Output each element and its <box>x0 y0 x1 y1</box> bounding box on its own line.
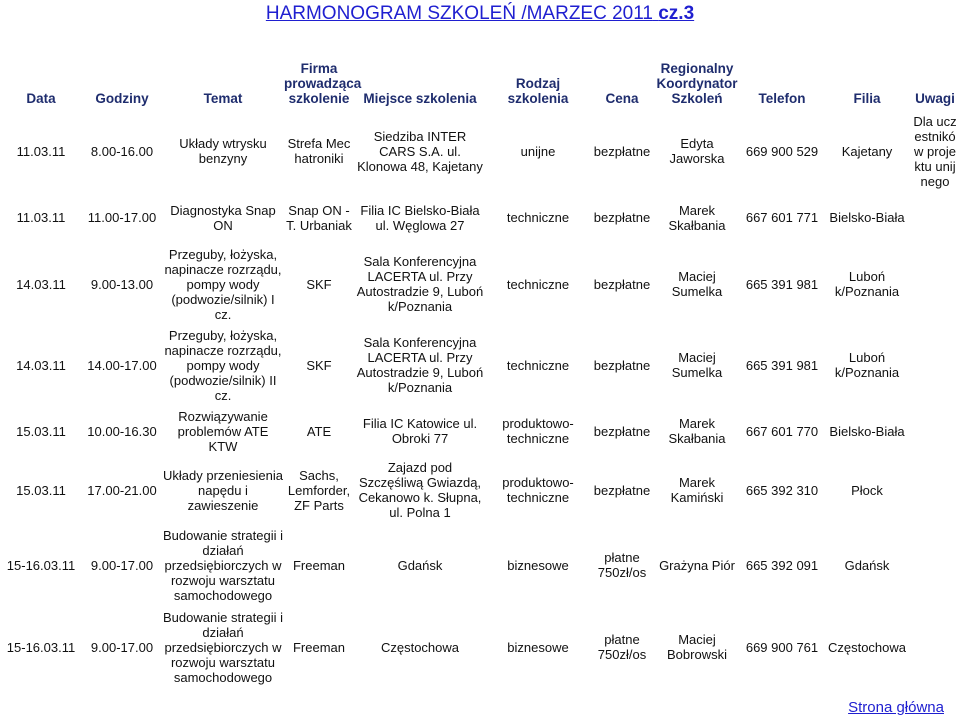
col-header-uwagi: Uwagi <box>915 91 955 106</box>
cell-firma: SKF <box>306 276 332 292</box>
cell-telefon: 665 391 981 <box>745 276 819 292</box>
cell-koordynator: Edyta Jaworska <box>669 136 725 166</box>
cell-rodzaj: biznesowe <box>507 557 569 573</box>
cell-filia: Luboń k/Poznania <box>834 350 900 380</box>
cell-godziny: 14.00-17.00 <box>87 357 157 373</box>
cell-uwagi <box>910 243 960 325</box>
col-header-godziny: Godziny <box>95 91 149 106</box>
cell-miejsce: Filia IC Katowice ul. Obroki 77 <box>362 416 478 446</box>
table-row <box>0 405 960 457</box>
cell-firma: Sachs, Lemforder, ZF Parts <box>287 467 351 513</box>
cell-uwagi <box>910 457 960 523</box>
cell-telefon: 665 391 981 <box>745 357 819 373</box>
cell-firma: ATE <box>306 423 332 439</box>
cell-data: 14.03.11 <box>16 357 66 373</box>
cell-firma: Freeman <box>292 557 346 573</box>
title-link[interactable]: HARMONOGRAM SZKOLEŃ /MARZEC 2011 cz.3 <box>265 3 695 24</box>
cell-telefon: 669 900 761 <box>745 639 819 655</box>
cell-filia: Płock <box>851 482 883 498</box>
cell-godziny: 9.00-17.00 <box>90 557 154 573</box>
cell-data: 15-16.03.11 <box>6 639 76 655</box>
cell-miejsce: Filia IC Bielsko-Biała ul. Węglowa 27 <box>360 202 480 233</box>
cell-uwagi <box>910 607 960 687</box>
cell-data: 11.03.11 <box>16 210 66 225</box>
cell-filia: Gdańsk <box>844 557 890 573</box>
cell-firma: Snap ON - T. Urbaniak <box>286 202 352 233</box>
cell-miejsce: Sala Konferencyjna LACERTA ul. Przy Autostradzie 9, Luboń k/Poznania <box>356 335 484 395</box>
col-header-cena: Cena <box>605 91 639 106</box>
cell-rodzaj: techniczne <box>506 357 570 373</box>
cell-filia: Luboń k/Poznania <box>834 269 900 299</box>
cell-rodzaj: techniczne <box>506 210 570 225</box>
cell-uwagi <box>910 192 960 243</box>
cell-firma: Strefa Mechatroniki <box>287 136 351 166</box>
cell-koordynator: Maciej Sumelka <box>671 269 723 299</box>
title-part: cz.3 <box>658 3 695 24</box>
cell-firma: SKF <box>306 357 332 373</box>
cell-cena: płatne 750zł/os <box>597 632 647 662</box>
cell-cena: bezpłatne <box>593 423 651 439</box>
cell-filia: Częstochowa <box>827 639 907 655</box>
cell-koordynator: Maciej Bobrowski <box>667 632 727 662</box>
footer <box>848 699 944 716</box>
cell-miejsce: Częstochowa <box>380 639 460 655</box>
cell-miejsce: Zajazd pod Szczęśliwą Gwiazdą, Cekanowo k. Słupna, ul. Polna 1 <box>358 460 482 520</box>
cell-uwagi <box>910 405 960 457</box>
table-row <box>0 192 960 243</box>
cell-telefon: 665 392 310 <box>745 482 819 498</box>
home-link[interactable]: Strona główna <box>848 699 944 716</box>
cell-rodzaj: produktowo-techniczne <box>502 416 574 446</box>
cell-filia: Bielsko-Biała <box>829 423 905 439</box>
table-row <box>0 243 960 325</box>
header-row <box>0 42 960 110</box>
cell-godziny: 9.00-13.00 <box>90 276 154 292</box>
cell-temat: Rozwiązywanie problemów ATE KTW <box>177 408 269 454</box>
cell-temat: Przeguby, łożyska, napinacze rozrządu, pompy wody (podwozie/silnik) I cz. <box>164 246 282 322</box>
cell-uwagi: Dla uczestników projektu unijnego <box>913 113 957 189</box>
table-row <box>0 325 960 405</box>
cell-temat: Budowanie strategii i działań przedsiębiorczych w rozwoju warsztatu samochodowego <box>163 609 283 685</box>
cell-temat: Układy wtrysku benzyny <box>179 136 267 166</box>
cell-godziny: 10.00-16.30 <box>87 423 157 439</box>
col-header-telefon: Telefon <box>758 91 806 106</box>
cell-data: 15.03.11 <box>16 423 66 439</box>
col-header-koordynator: Regionalny Koordynator Szkoleń <box>656 61 738 106</box>
cell-koordynator: Marek Skałbania <box>668 202 726 233</box>
col-header-firma: Firma prowadząca szkolenie <box>284 61 362 106</box>
cell-filia: Kajetany <box>841 143 893 159</box>
cell-temat: Przeguby, łożyska, napinacze rozrządu, pompy wody (podwozie/silnik) II cz. <box>164 327 282 403</box>
schedule-table <box>0 42 960 687</box>
table-row <box>0 523 960 607</box>
cell-godziny: 8.00-16.00 <box>90 143 154 159</box>
cell-data: 15-16.03.11 <box>6 557 76 573</box>
cell-rodzaj: produktowo-techniczne <box>502 475 574 505</box>
col-header-data: Data <box>26 91 56 106</box>
page-title[interactable] <box>0 2 960 26</box>
table-row <box>0 110 960 192</box>
cell-telefon: 667 601 770 <box>745 423 819 439</box>
cell-miejsce: Gdańsk <box>397 557 443 573</box>
cell-uwagi <box>910 523 960 607</box>
col-header-filia: Filia <box>853 91 881 106</box>
cell-rodzaj: unijne <box>520 143 556 159</box>
col-header-miejsce: Miejsce szkolenia <box>363 91 477 106</box>
col-header-rodzaj: Rodzaj szkolenia <box>507 76 569 106</box>
cell-godziny: 17.00-21.00 <box>87 482 157 498</box>
cell-rodzaj: techniczne <box>506 276 570 292</box>
cell-temat: Diagnostyka Snap ON <box>170 202 276 233</box>
cell-cena: płatne 750zł/os <box>597 550 647 580</box>
cell-data: 14.03.11 <box>16 276 66 292</box>
cell-telefon: 669 900 529 <box>745 143 819 159</box>
cell-godziny: 11.00-17.00 <box>87 210 157 225</box>
cell-cena: bezpłatne <box>593 210 651 225</box>
cell-miejsce: Siedziba INTER CARS S.A. ul. Klonowa 48, Kajetany <box>357 128 483 174</box>
cell-filia: Bielsko-Biała <box>829 210 905 225</box>
cell-miejsce: Sala Konferencyjna LACERTA ul. Przy Autostradzie 9, Luboń k/Poznania <box>356 254 484 314</box>
cell-uwagi <box>910 325 960 405</box>
cell-telefon: 665 392 091 <box>745 557 819 573</box>
cell-koordynator: Grażyna Piór <box>659 557 735 573</box>
cell-data: 11.03.11 <box>16 143 66 159</box>
col-header-temat: Temat <box>203 91 243 106</box>
cell-koordynator: Maciej Sumelka <box>671 350 723 380</box>
cell-koordynator: Marek Skałbania <box>668 416 726 446</box>
cell-temat: Budowanie strategii i działań przedsiębiorczych w rozwoju warsztatu samochodowego <box>163 527 283 603</box>
table-row <box>0 607 960 687</box>
cell-firma: Freeman <box>292 639 346 655</box>
cell-cena: bezpłatne <box>593 482 651 498</box>
cell-cena: bezpłatne <box>593 143 651 159</box>
cell-cena: bezpłatne <box>593 357 651 373</box>
cell-data: 15.03.11 <box>16 482 66 498</box>
cell-temat: Układy przeniesienia napędu i zawieszenie <box>163 467 283 513</box>
cell-godziny: 9.00-17.00 <box>90 639 154 655</box>
table-row <box>0 457 960 523</box>
cell-telefon: 667 601 771 <box>745 210 819 225</box>
cell-koordynator: Marek Kamiński <box>670 475 724 505</box>
cell-cena: bezpłatne <box>593 276 651 292</box>
cell-rodzaj: biznesowe <box>507 639 569 655</box>
